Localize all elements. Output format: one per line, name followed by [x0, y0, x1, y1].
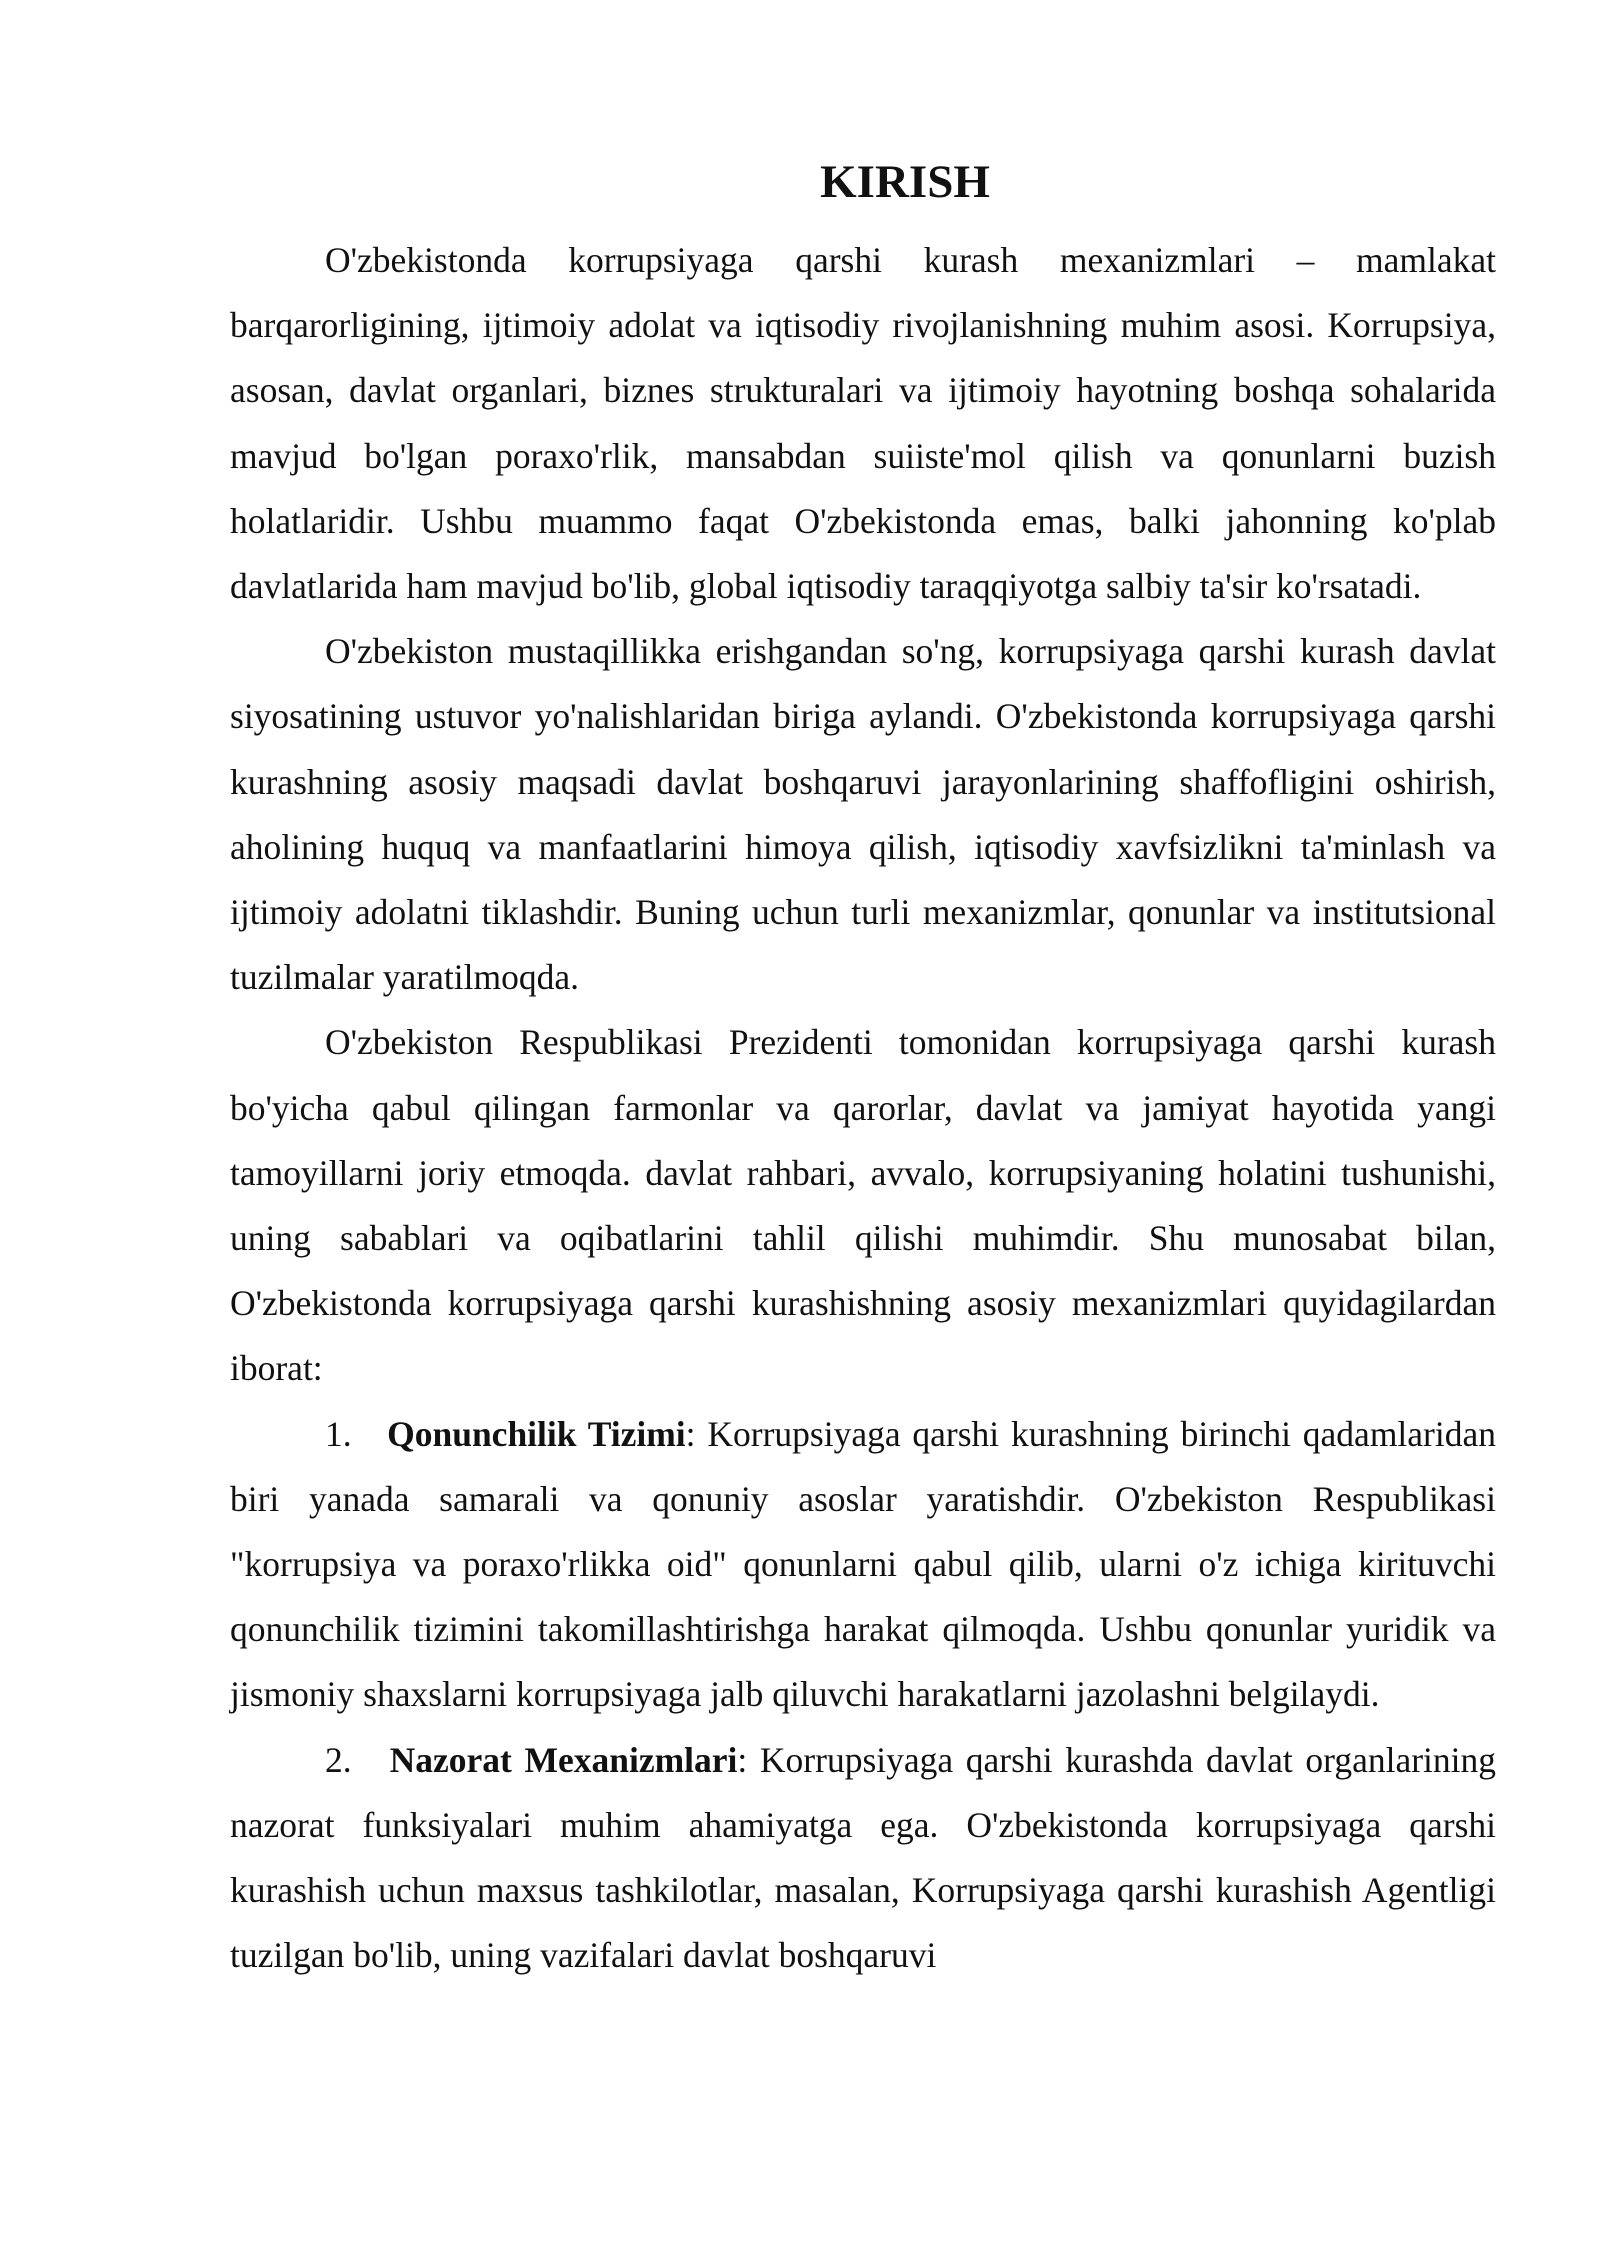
page-title: KIRISH [820, 156, 990, 208]
list-item-text: Korrupsiyaga qarshi kurashning birinchi qadamlaridan biri yanada samarali va qonuniy asoslar yaratishdir. O'zbekiston Respublikasi "korrupsiya va poraxo'rlikka oid" qonunlarni qabul qilib, ularni o'z ichiga kirituvchi qonunchilik tizimini takomillashtirishga harakat qilmoqda. Ushbu qonunlar yuridik va jismoniy shaxslarni korrupsiyaga jalb qiluvchi harakatlarni jazolashni belgilaydi. [230, 1413, 1496, 1715]
paragraph-independence: O'zbekiston mustaqillikka erishgandan so'ng, korrupsiyaga qarshi kurash davlat siyosatining ustuvor yo'nalishlaridan biriga aylandi. O'zbekistonda korrupsiyaga qarshi kurashning asosiy maqsadi davlat boshqaruvi jarayonlarining shaffofligini oshirish, aholining huquq va manfaatlarini himoya qilish, iqtisodiy xavfsizlikni ta'minlash va ijtimoiy adolatni tiklashdir. Buning uchun turli mexanizmlar, qonunlar va institutsional tuzilmalar yaratilmoqda. [230, 631, 1496, 998]
list-item-number: 1. [325, 1413, 352, 1454]
list-item-text: Korrupsiyaga qarshi kurashda davlat organlarining nazorat funksiyalari muhim ahamiyatga ega. O'zbekistonda korrupsiyaga qarshi kurashish uchun maxsus tashkilotlar, masalan, Korrupsiyaga qarshi kurashish Agentligi tuzilgan bo'lib, uning vazifalari davlat boshqaruvi [230, 1739, 1496, 1976]
document-body [230, 228, 1496, 1988]
list-item-legislation [230, 1402, 1496, 1728]
list-item-control [230, 1728, 1496, 1989]
paragraph-president: O'zbekiston Respublikasi Prezidenti tomonidan korrupsiyaga qarshi kurash bo'yicha qabul qilingan farmonlar va qarorlar, davlat va jamiyat hayotida yangi tamoyillarni joriy etmoqda. davlat rahbari, avvalo, korrupsiyaning holatini tushunishi, uning sabablari va oqibatlarini tahlil qilishi muhimdir. Shu munosabat bilan, O'zbekistonda korrupsiyaga qarshi kurashishning asosiy mexanizmlari quyidagilardan iborat: [230, 1022, 1496, 1389]
paragraph-intro: O'zbekistonda korrupsiyaga qarshi kurash mexanizmlari – mamlakat barqarorligining, ijtimoiy adolat va iqtisodiy rivojlanishning muhim asosi. Korrupsiya, asosan, davlat organlari, biznes strukturalari va ijtimoiy hayotning boshqa sohalarida mavjud bo'lgan poraxo'rlik, mansabdan suiiste'mol qilish va qonunlarni buzish holatlaridir. Ushbu muammo faqat O'zbekistonda emas, balki jahonning ko'plab davlatlarida ham mavjud bo'lib, global iqtisodiy taraqqiyotga salbiy ta'sir ko'rsatadi. [230, 240, 1496, 607]
list-item-separator: : [685, 1413, 696, 1454]
list-item-number: 2. [325, 1739, 352, 1780]
list-item-heading: Nazorat Mexanizmlari [389, 1739, 738, 1780]
list-item-heading: Qonunchilik Tizimi [387, 1413, 686, 1454]
list-item-separator: : [737, 1739, 748, 1780]
